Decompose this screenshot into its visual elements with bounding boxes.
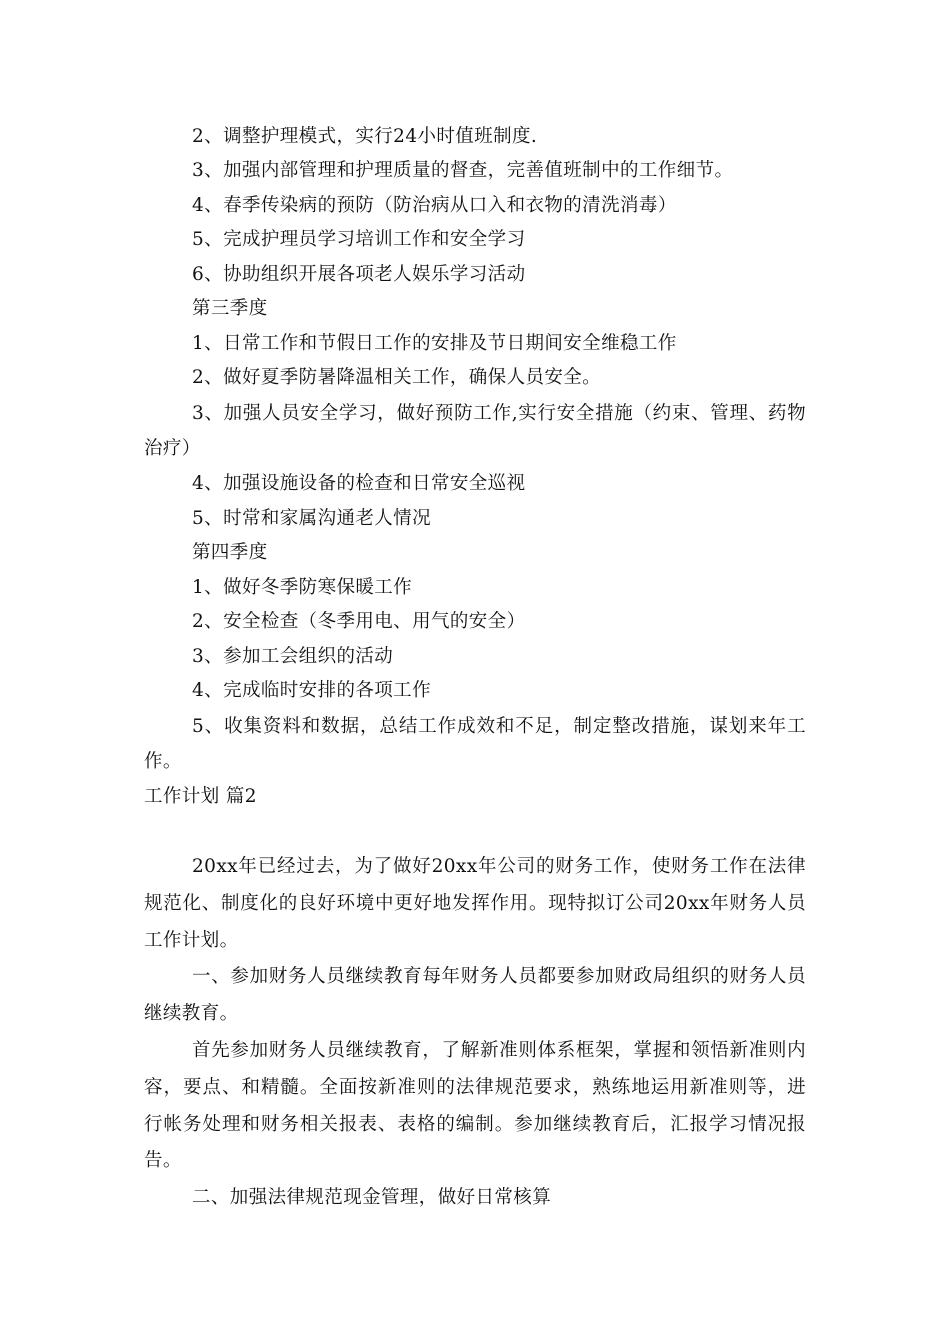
q4-item-1: 1、做好冬季防寒保暖工作 [192, 577, 413, 598]
q2-item-2: 2、调整护理模式，实行24小时值班制度. [192, 126, 538, 147]
q4-item-3: 3、参加工会组织的活动 [192, 646, 394, 667]
point1-detail-line2: 容，要点、和精髓。全面按新准则的法律规范要求，熟练地运用新准则等，进 [144, 1077, 806, 1098]
intro-line1: 20xx年已经过去，为了做好20xx年公司的财务工作，使财务工作在法律 [192, 856, 806, 877]
q3-item-1: 1、日常工作和节假日工作的安排及节日期间安全维稳工作 [192, 333, 677, 354]
q4-item-4: 4、完成临时安排的各项工作 [192, 680, 431, 701]
point1-detail-line3: 行帐务处理和财务相关报表、表格的编制。参加继续教育后，汇报学习情况报 [144, 1114, 806, 1135]
point1-line1: 一、参加财务人员继续教育每年财务人员都要参加财政局组织的财务人员 [192, 966, 806, 987]
q3-item-5: 5、时常和家属沟通老人情况 [192, 508, 431, 529]
q4-heading: 第四季度 [192, 542, 268, 563]
q3-item-4: 4、加强设施设备的检查和日常安全巡视 [192, 473, 526, 494]
q3-heading: 第三季度 [192, 298, 268, 319]
q3-item-3-line1: 3、加强人员安全学习，做好预防工作,实行安全措施（约束、管理、药物 [192, 403, 806, 424]
q4-item-5-line1: 5、收集资料和数据，总结工作成效和不足，制定整改措施，谋划来年工 [192, 716, 806, 737]
intro-line2: 规范化、制度化的良好环境中更好地发挥作用。现特拟订公司20xx年财务人员 [144, 893, 806, 914]
intro-line3: 工作计划。 [144, 930, 239, 951]
q2-item-3: 3、加强内部管理和护理质量的督查，完善值班制中的工作细节。 [192, 160, 734, 181]
point2-heading: 二、加强法律规范现金管理，做好日常核算 [192, 1187, 552, 1208]
point1-line2: 继续教育。 [144, 1003, 239, 1024]
point1-detail-line4: 告。 [144, 1150, 182, 1171]
q4-item-2: 2、安全检查（冬季用电、用气的安全） [192, 611, 526, 632]
point1-detail-line1: 首先参加财务人员继续教育，了解新准则体系框架，掌握和领悟新准则内 [192, 1040, 806, 1061]
q4-item-5-line2: 作。 [144, 751, 182, 772]
q3-item-3-line2: 治疗） [144, 438, 201, 459]
q2-item-5: 5、完成护理员学习培训工作和安全学习 [192, 229, 526, 250]
section-title: 工作计划 篇2 [144, 786, 257, 807]
q2-item-4: 4、春季传染病的预防（防治病从口入和衣物的清洗消毒） [192, 195, 677, 216]
q3-item-2: 2、做好夏季防暑降温相关工作，确保人员安全。 [192, 367, 602, 388]
q2-item-6: 6、协助组织开展各项老人娱乐学习活动 [192, 264, 526, 285]
